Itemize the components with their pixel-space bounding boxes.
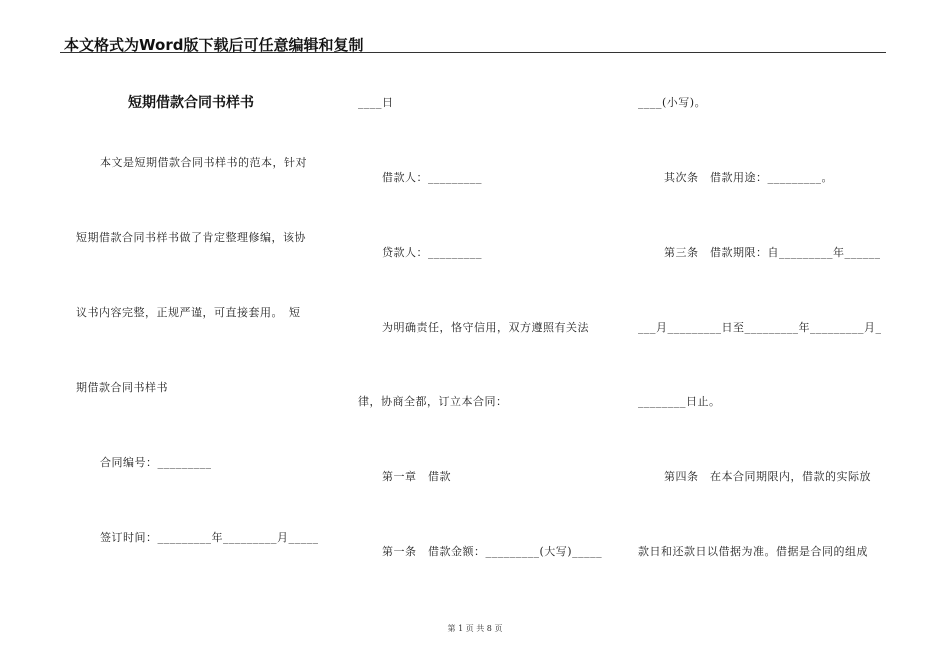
text-line: 其次条 借款用途：_________。 <box>664 171 833 184</box>
text-line: 贷款人：_________ <box>382 246 482 259</box>
text-line: 期借款合同书样书 <box>76 381 168 394</box>
document-header-title: 本文格式为Word版下载后可任意编辑和复制 <box>64 36 364 54</box>
text-column-2 <box>358 0 608 672</box>
text-line: 第一条 借款金额：_________(大写)_____ <box>382 545 603 558</box>
text-line: ________日止。 <box>638 395 721 408</box>
text-line: 为明确责任，恪守信用，双方遵照有关法 <box>382 321 589 334</box>
text-line: 律，协商全都，订立本合同： <box>358 395 508 408</box>
text-line: 本文是短期借款合同书样书的范本，针对 <box>100 156 307 169</box>
text-line: ____日 <box>358 96 394 109</box>
document-title: 短期借款合同书样书 <box>128 95 254 111</box>
text-line: 借款人：_________ <box>382 171 482 184</box>
text-line: ____(小写)。 <box>638 96 707 109</box>
text-line: 短期借款合同书样书做了肯定整理修编，该协 <box>76 231 306 244</box>
text-line: 款日和还款日以借据为准。借据是合同的组成 <box>638 545 868 558</box>
page-number: 第 1 页 共 8 页 <box>447 624 503 633</box>
text-column-3 <box>638 0 888 672</box>
text-line: 第四条 在本合同期限内，借款的实际放 <box>664 470 871 483</box>
text-line: 第一章 借款 <box>382 470 451 483</box>
text-line: 合同编号：_________ <box>100 456 212 469</box>
text-column-1 <box>76 0 326 672</box>
text-line: 第三条 借款期限：自_________年______ <box>664 246 881 259</box>
text-line: ___月_________日至_________年_________月_ <box>638 321 882 334</box>
text-line: 议书内容完整，正规严谨，可直接套用。 短 <box>76 306 301 319</box>
text-line: 签订时间：_________年_________月_____ <box>100 531 319 544</box>
